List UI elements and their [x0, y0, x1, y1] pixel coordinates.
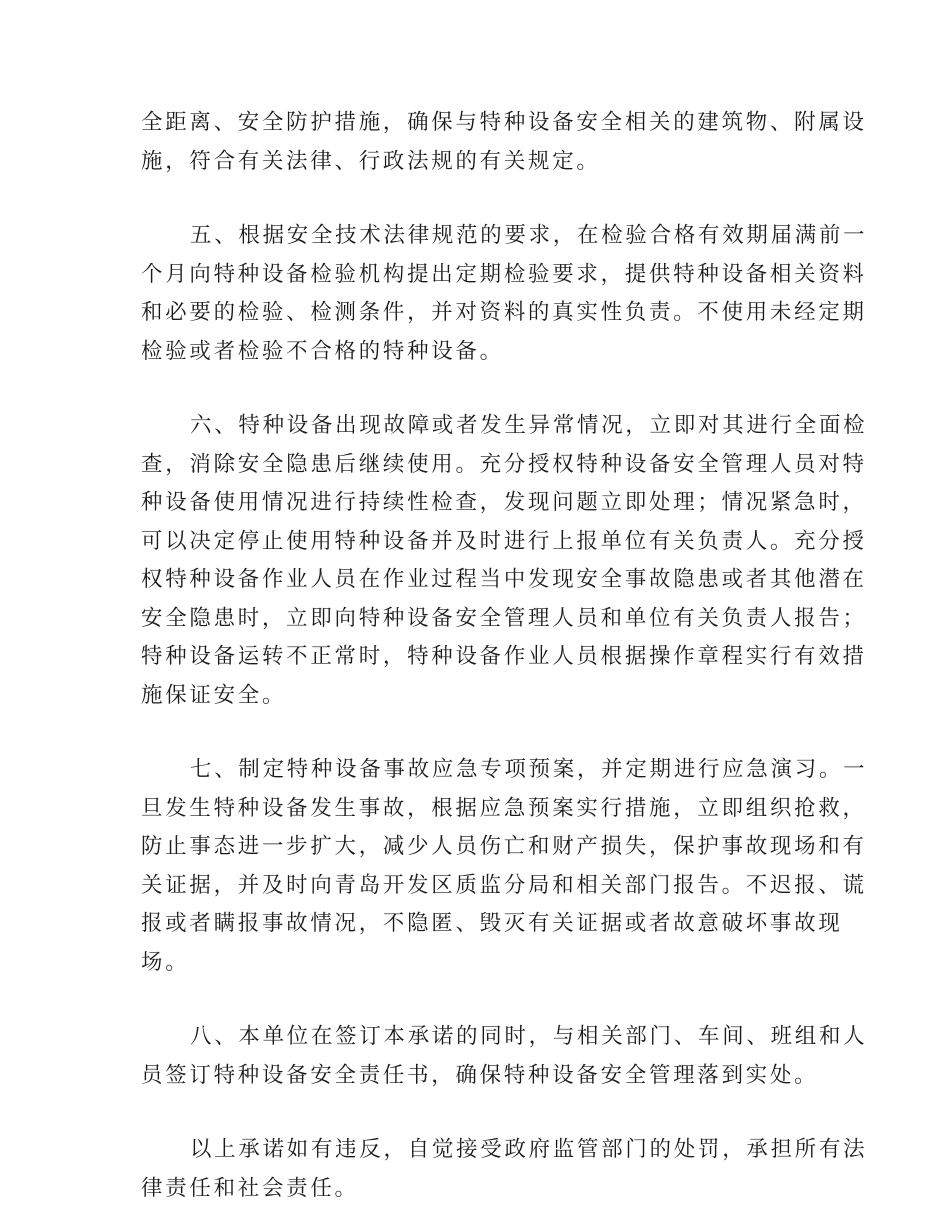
text-line: 以上承诺如有违反，自觉接受政府监管部门的处罚，承担所有法	[190, 1137, 868, 1162]
text-line: 和必要的检验、检测条件，并对资料的真实性负责。不使用未经定期	[141, 300, 867, 325]
paragraph-gap	[0, 371, 950, 407]
text-line: 关证据，并及时向青岛开发区质监分局和相关部门报告。不迟报、谎	[141, 872, 867, 898]
text-line: 施，符合有关法律、行政法规的有关规定。	[141, 148, 601, 174]
paragraph-gap	[0, 181, 950, 217]
paragraph-gap	[0, 1095, 950, 1131]
paragraph-gap	[0, 982, 950, 1018]
text-line: 安全隐患时，立即向特种设备安全管理人员和单位有关负责人报告；	[141, 605, 867, 631]
paragraph-item-five	[141, 217, 868, 371]
text-line: 个月向特种设备检验机构提出定期检验要求，提供特种设备相关资料	[141, 261, 867, 287]
paragraph-closing	[141, 1131, 868, 1208]
text-line: 防止事态进一步扩大，减少人员伤亡和财产损失，保护事故现场和有	[141, 834, 867, 859]
text-line: 检验或者检验不合格的特种设备。	[141, 338, 504, 364]
paragraph-item-eight	[141, 1018, 868, 1095]
text-line: 报或者瞒报事故情况，不隐匿、毁灭有关证据或者故意破坏事故现	[141, 911, 843, 936]
text-line: 种设备使用情况进行持续性检查，发现问题立即处理；情况紧急时，	[141, 490, 867, 515]
text-line: 权特种设备作业人员在作业过程当中发现安全事故隐患或者其他潜在	[141, 567, 867, 592]
text-line: 可以决定停止使用特种设备并及时进行上报单位有关负责人。充分授	[141, 528, 867, 554]
text-line: 员签订特种设备安全责任书，确保特种设备安全管理落到实处。	[141, 1062, 819, 1088]
paragraph-item-seven	[141, 751, 868, 982]
text-line: 查，消除安全隐患后继续使用。充分授权特种设备安全管理人员对特	[141, 451, 867, 477]
text-line: 旦发生特种设备发生事故，根据应急预案实行措施，立即组织抢救，	[141, 795, 867, 821]
paragraph-gap	[0, 715, 950, 751]
text-line: 七、制定特种设备事故应急专项预案，并定期进行应急演习。一	[190, 757, 868, 782]
text-line: 八、本单位在签订本承诺的同时，与相关部门、车间、班组和人	[190, 1024, 868, 1049]
text-line: 特种设备运转不正常时，特种设备作业人员根据操作章程实行有效措	[141, 644, 867, 669]
paragraph-continued	[141, 104, 867, 181]
text-line: 六、特种设备出现故障或者发生异常情况，立即对其进行全面检	[190, 413, 868, 438]
text-line: 五、根据安全技术法律规范的要求，在检验合格有效期届满前一	[190, 223, 868, 248]
text-line: 施保证安全。	[141, 682, 287, 708]
text-line: 全距离、安全防护措施，确保与特种设备安全相关的建筑物、附属设	[141, 110, 867, 135]
text-line: 场。	[141, 949, 190, 975]
text-line: 律责任和社会责任。	[141, 1175, 359, 1201]
paragraph-item-six	[141, 407, 868, 715]
